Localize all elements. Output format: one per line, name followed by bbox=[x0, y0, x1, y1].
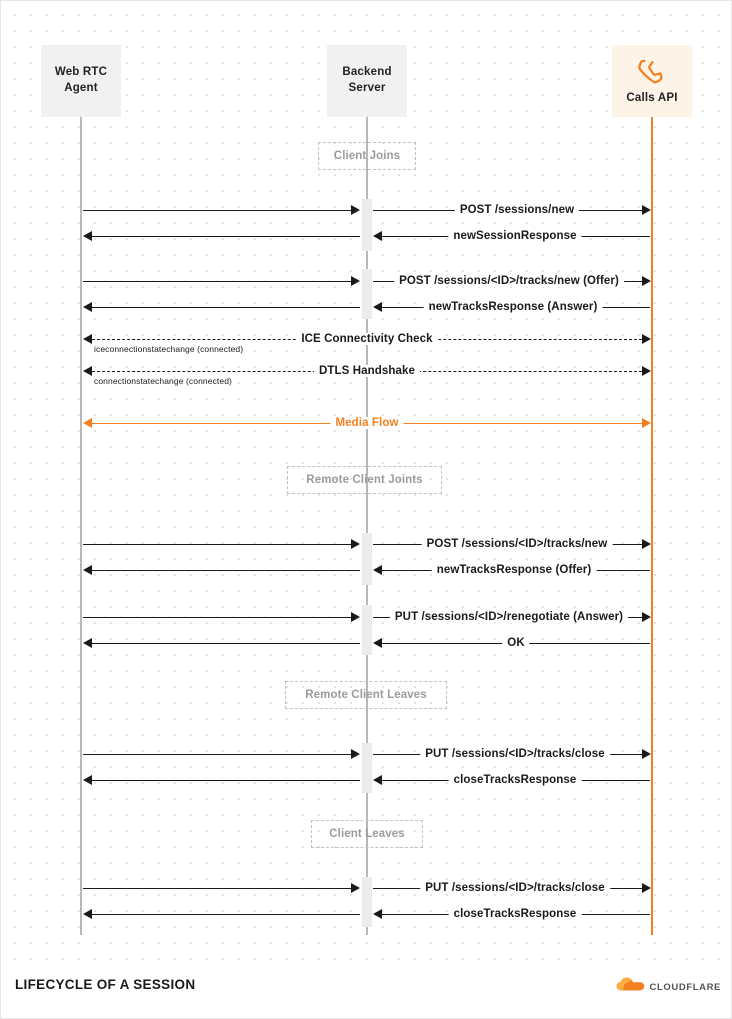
message-label: OK bbox=[502, 637, 529, 649]
phase-label: Remote Client Leaves bbox=[305, 689, 427, 701]
message-label: ICE Connectivity Check bbox=[296, 333, 437, 345]
phase-client-leaves bbox=[311, 820, 423, 848]
arrow-line bbox=[92, 914, 360, 915]
arrow-line bbox=[92, 307, 360, 308]
arrow-head-right bbox=[642, 612, 651, 622]
arrow-head-left bbox=[83, 231, 92, 241]
arrow-head-right bbox=[351, 205, 360, 215]
arrow-head-right bbox=[642, 539, 651, 549]
message-label: PUT /sessions/<ID>/tracks/close bbox=[420, 882, 610, 894]
actor-label-line1: Backend bbox=[342, 66, 392, 79]
message-label: newTracksResponse (Offer) bbox=[432, 564, 597, 576]
message-label: PUT /sessions/<ID>/tracks/close bbox=[420, 748, 610, 760]
arrow-head-right bbox=[642, 749, 651, 759]
arrow-head-left bbox=[83, 909, 92, 919]
lifeline-web-rtc-agent bbox=[80, 117, 82, 935]
footer bbox=[1, 961, 732, 1018]
phone-icon bbox=[635, 57, 669, 97]
arrow-line bbox=[92, 570, 360, 571]
activation-bar bbox=[362, 605, 372, 655]
activation-bar bbox=[362, 269, 372, 319]
phase-label: Remote Client Joints bbox=[306, 474, 423, 486]
actor-web-rtc-agent bbox=[41, 45, 121, 117]
phase-remote-client-leaves bbox=[285, 681, 447, 709]
arrow-line bbox=[83, 210, 351, 211]
arrow-head-left bbox=[83, 638, 92, 648]
message-label: DTLS Handshake bbox=[314, 365, 420, 377]
arrow-line bbox=[92, 643, 360, 644]
arrow-head-left bbox=[373, 565, 382, 575]
arrow-head-left bbox=[373, 231, 382, 241]
message-label: POST /sessions/<ID>/tracks/new bbox=[422, 538, 613, 550]
arrow-line bbox=[83, 754, 351, 755]
arrow-head-right bbox=[642, 366, 651, 376]
arrow-head-left bbox=[83, 775, 92, 785]
arrow-line bbox=[83, 888, 351, 889]
message-label: newTracksResponse (Answer) bbox=[424, 301, 603, 313]
arrow-line bbox=[92, 780, 360, 781]
phase-label: Client Leaves bbox=[329, 828, 405, 840]
arrow-line bbox=[83, 281, 351, 282]
lifeline-calls-api bbox=[651, 117, 653, 935]
arrow-head-right bbox=[642, 418, 651, 428]
arrow-head-right bbox=[642, 883, 651, 893]
arrow-head-left bbox=[83, 565, 92, 575]
cloud-icon bbox=[615, 977, 645, 998]
arrow-line bbox=[83, 617, 351, 618]
activation-bar bbox=[362, 533, 372, 585]
arrow-line bbox=[92, 236, 360, 237]
actor-label-line1: Calls API bbox=[626, 92, 678, 105]
phase-label: Client Joins bbox=[333, 150, 401, 162]
cloudflare-logo bbox=[615, 977, 721, 998]
arrow-head-left bbox=[373, 775, 382, 785]
arrow-head-right bbox=[351, 749, 360, 759]
arrow-line bbox=[83, 544, 351, 545]
arrow-head-left bbox=[83, 302, 92, 312]
message-label: newSessionResponse bbox=[448, 230, 581, 242]
arrow-head-left bbox=[373, 302, 382, 312]
phase-remote-client-joints bbox=[287, 466, 442, 494]
arrow-head-right bbox=[642, 334, 651, 344]
activation-bar bbox=[362, 199, 372, 251]
message-sublabel: iceconnectionstatechange (connected) bbox=[91, 344, 246, 354]
brand-label: CLOUDFLARE bbox=[649, 982, 721, 993]
actor-label-line2: Agent bbox=[64, 82, 98, 94]
arrow-head-left bbox=[373, 638, 382, 648]
actor-calls-api bbox=[612, 45, 692, 117]
page-title: LIFECYCLE OF A SESSION bbox=[15, 977, 196, 992]
arrow-head-left bbox=[373, 909, 382, 919]
message-sublabel: connectionstatechange (connected) bbox=[91, 376, 235, 386]
message-label: closeTracksResponse bbox=[449, 774, 582, 786]
message-label: PUT /sessions/<ID>/renegotiate (Answer) bbox=[390, 611, 628, 623]
actor-backend-server bbox=[327, 45, 407, 117]
phase-client-joins bbox=[318, 142, 416, 170]
message-label: Media Flow bbox=[331, 417, 404, 429]
actor-label-line2: Server bbox=[348, 82, 386, 94]
arrow-head-right bbox=[351, 539, 360, 549]
activation-bar bbox=[362, 877, 372, 927]
actor-label-line1: Web RTC bbox=[54, 66, 108, 79]
arrow-head-left bbox=[83, 334, 92, 344]
message-label: POST /sessions/<ID>/tracks/new (Offer) bbox=[394, 275, 624, 287]
message-label: POST /sessions/new bbox=[455, 204, 579, 216]
message-label: closeTracksResponse bbox=[449, 908, 582, 920]
arrow-head-right bbox=[642, 276, 651, 286]
arrow-head-right bbox=[351, 883, 360, 893]
arrow-head-left bbox=[83, 366, 92, 376]
arrow-head-right bbox=[351, 276, 360, 286]
arrow-head-right bbox=[351, 612, 360, 622]
activation-bar bbox=[362, 743, 372, 793]
arrow-head-left bbox=[83, 418, 92, 428]
arrow-head-right bbox=[642, 205, 651, 215]
